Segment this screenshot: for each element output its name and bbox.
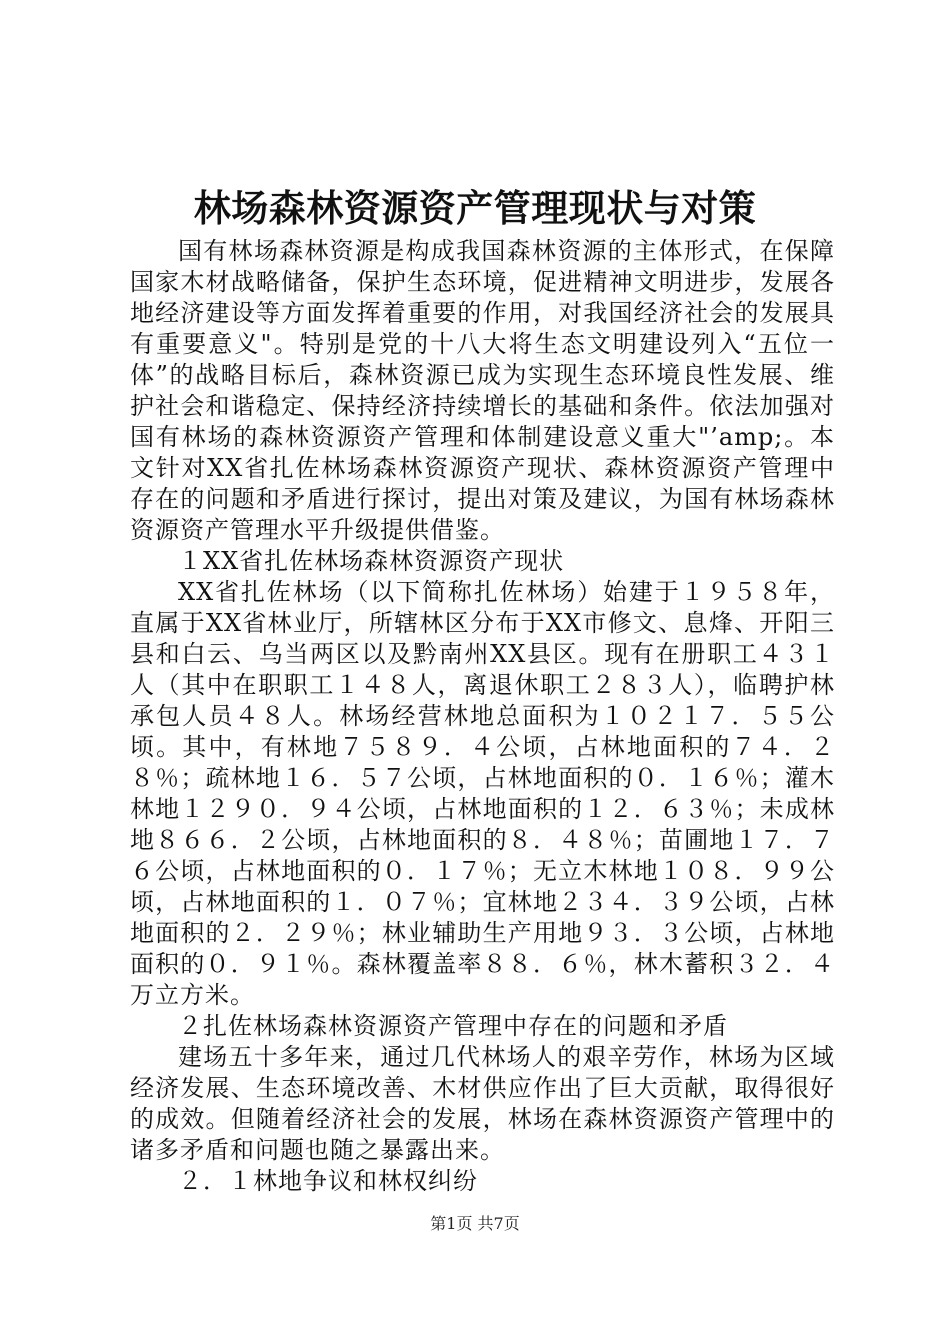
- section-heading-2: ２扎佐林场森林资源资产管理中存在的问题和矛盾: [178, 1012, 728, 1040]
- section-heading-1: １XX省扎佐林场森林资源资产现状: [178, 547, 565, 575]
- subsection-heading-2-1: ２．１林地争议和林权纠纷: [178, 1167, 478, 1195]
- intro-paragraph: 国有林场森林资源是构成我国森林资源的主体形式，在保障国家木材战略储备，保护生态环境，促进精神文明进步，发展各地经济建设等方面发挥着重要的作用，对我国经济社会的发展具有重要意义"。特别是党的十八大将生态文明建设列入“五位一体”的战略目标后，森林资源已成为实现生态环境良性发展、维护社会和谐稳定、保持经济持续增长的基础和条件。依法加强对国有林场的森林资源资产管理和体制建设意义重大"’amp;。本文针对XX省扎佐林场森林资源资产现状、森林资源资产管理中存在的问题和矛盾进行探讨，提出对策及建议，为国有林场森林资源资产管理水平升级提供借鉴。: [130, 237, 835, 544]
- problems-paragraph: 建场五十多年来，通过几代林场人的艰辛劳作，林场为区域经济发展、生态环境改善、木材供应作出了巨大贡献，取得很好的成效。但随着经济社会的发展，林场在森林资源资产管理中的诸多矛盾和问题也随之暴露出来。: [130, 1043, 835, 1164]
- document-title: 林场森林资源资产管理现状与对策: [193, 187, 757, 230]
- document-body: [130, 236, 835, 1197]
- status-paragraph: XX省扎佐林场（以下简称扎佐林场）始建于１９５８年，直属于XX省林业厅，所辖林区分布于XX市修文、息烽、开阳三县和白云、乌当两区以及黔南州XX县区。现有在册职工４３１人（其中在职职工１４８人，离退休职工２８３人），临聘护林承包人员４８人。林场经营林地总面积为１０２１７．５５公顷。其中，有林地７５８９．４公顷，占林地面积的７４．２８％；疏林地１６．５７公顷，占林地面积的０．１６％；灌木林地１２９０．９４公顷，占林地面积的１２．６３％；未成林地８６６．２公顷，占林地面积的８．４８％；苗圃地１７．７６公顷，占林地面积的０．１７％；无立木林地１０８．９９公顷，占林地面积的１．０７％；宜林地２３４．３９公顷，占林地面积的２．２９％；林业辅助生产用地９３．３公顷，占林地面积的０．９１％。森林覆盖率８８．６％，林木蓄积３２．４万立方米。: [130, 578, 835, 1009]
- page-number-footer: 第1页 共7页: [430, 1214, 520, 1233]
